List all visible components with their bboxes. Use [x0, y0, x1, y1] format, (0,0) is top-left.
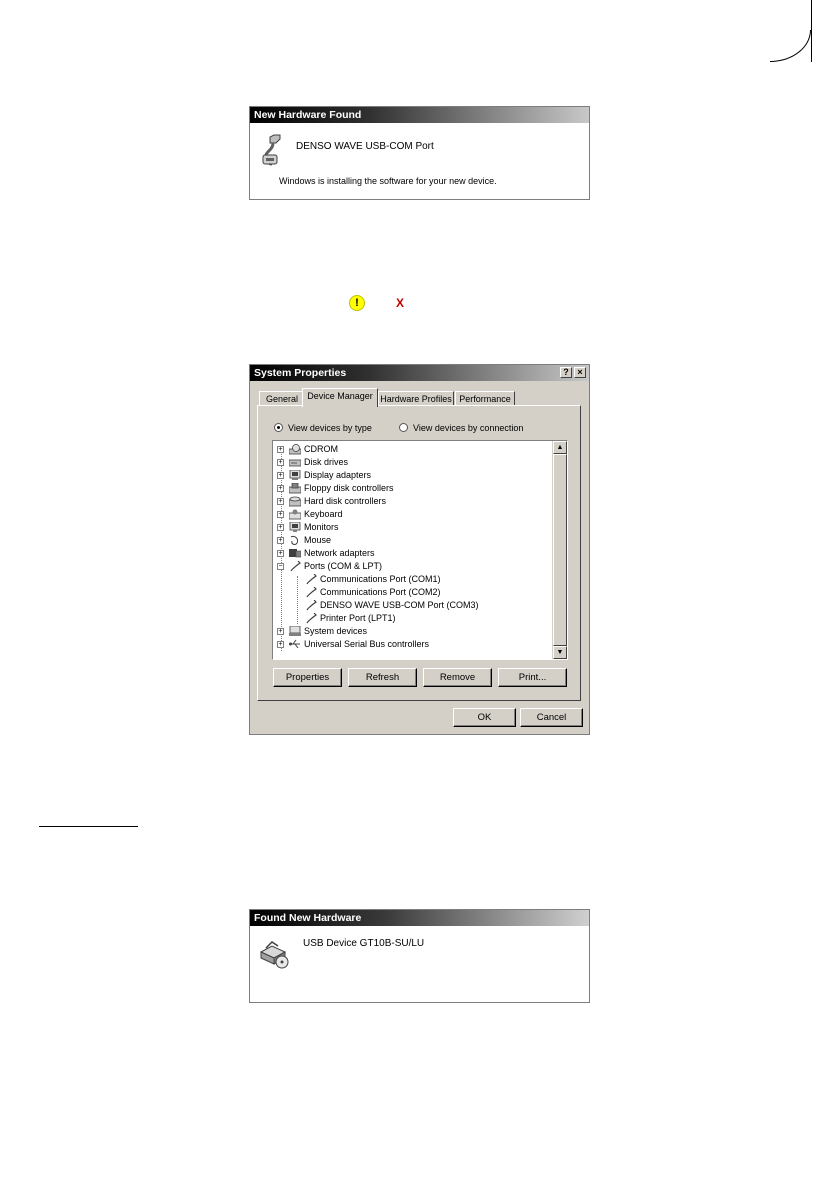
- port-icon: [305, 600, 317, 611]
- tree-item-label: Communications Port (COM2): [320, 587, 441, 597]
- found-new-hardware-dialog: [249, 909, 590, 1003]
- radio-label: View devices by type: [288, 423, 372, 433]
- tree-item-label: Communications Port (COM1): [320, 574, 441, 584]
- radio-label: View devices by connection: [413, 423, 524, 433]
- dialog-title: System Properties: [254, 367, 347, 379]
- tab-device-manager[interactable]: Device Manager: [302, 388, 378, 407]
- warning-icon: !: [349, 295, 365, 311]
- tab-performance[interactable]: Performance: [455, 391, 515, 406]
- port-icon: [305, 587, 317, 598]
- page-edge-line: [811, 0, 812, 62]
- install-message: Windows is installing the software for your new device.: [279, 176, 497, 186]
- device-name: DENSO WAVE USB-COM Port: [296, 141, 434, 152]
- close-button[interactable]: ×: [574, 367, 586, 378]
- tree-item-label: CDROM: [304, 444, 338, 454]
- cdrom-icon: [289, 444, 301, 455]
- tree-item-label: Monitors: [304, 522, 339, 532]
- print-button[interactable]: Print...: [498, 668, 567, 687]
- tree-scrollbar[interactable]: [552, 441, 567, 659]
- properties-button[interactable]: Properties: [273, 668, 342, 687]
- tree-item-label: Network adapters: [304, 548, 375, 558]
- help-button[interactable]: ?: [560, 367, 572, 378]
- tree-item-label: Display adapters: [304, 470, 372, 480]
- usb-device-icon: [258, 938, 290, 970]
- scroll-down-button[interactable]: ▼: [553, 646, 567, 659]
- port-icon: [289, 561, 301, 572]
- tree-item-label: Universal Serial Bus controllers: [304, 639, 430, 649]
- ok-button[interactable]: OK: [453, 708, 516, 727]
- serial-port-icon: [260, 133, 286, 167]
- device-name: USB Device GT10B-SU/LU: [303, 938, 425, 949]
- scroll-up-button[interactable]: ▲: [553, 441, 567, 454]
- section-heading-underline: [39, 826, 138, 827]
- network-adapter-icon: [289, 548, 301, 559]
- keyboard-icon: [289, 509, 301, 520]
- monitor-icon: [289, 522, 301, 533]
- device-manager-panel: [257, 405, 581, 701]
- display-adapter-icon: [289, 470, 301, 481]
- system-properties-dialog: [249, 364, 590, 735]
- refresh-button[interactable]: Refresh: [348, 668, 417, 687]
- disk-drive-icon: [289, 457, 301, 468]
- tab-hardware-profiles[interactable]: Hardware Profiles: [378, 391, 454, 406]
- remove-button[interactable]: Remove: [423, 668, 492, 687]
- tree-item-label: Floppy disk controllers: [304, 483, 394, 493]
- floppy-controller-icon: [289, 483, 301, 494]
- tree-item-label: Mouse: [304, 535, 332, 545]
- usb-icon: [289, 639, 301, 650]
- port-icon: [305, 574, 317, 585]
- port-icon: [305, 613, 317, 624]
- dialog-title-bar: [250, 365, 589, 381]
- tree-item-label: Disk drives: [304, 457, 349, 467]
- dialog-title: Found New Hardware: [250, 910, 589, 926]
- device-tree[interactable]: + CDROM + Disk drives + Display adapters + Floppy disk controllers + Hard disk controllers + Keyboard + Monitors + Mouse + Network adapters − Ports (COM & LPT) Communications Port (COM1) Communications Port (COM2) DENSO WAVE USB-COM Port (COM3) Printer Port (LPT1) + System devices + Universal Serial Bus controllers ▲ ▼: [272, 440, 568, 660]
- tree-item-label: Printer Port (LPT1): [320, 613, 396, 623]
- tree-item-label: Keyboard: [304, 509, 343, 519]
- tree-item-label: Ports (COM & LPT): [304, 561, 383, 571]
- radio-selected-dot: [274, 423, 283, 432]
- radio-view-by-connection[interactable]: [399, 423, 523, 433]
- tree-item-label: Hard disk controllers: [304, 496, 387, 506]
- dialog-title: New Hardware Found: [250, 107, 589, 123]
- tab-general[interactable]: General: [259, 391, 305, 406]
- radio-dot: [399, 423, 408, 432]
- radio-view-by-type[interactable]: [274, 423, 372, 433]
- new-hardware-found-dialog: [249, 106, 590, 200]
- page-edge-curve: [770, 30, 811, 62]
- tree-item-label: System devices: [304, 626, 368, 636]
- mouse-icon: [289, 535, 301, 546]
- hard-disk-controller-icon: [289, 496, 301, 507]
- cancel-button[interactable]: Cancel: [520, 708, 583, 727]
- tree-item-label: DENSO WAVE USB-COM Port (COM3): [320, 600, 479, 610]
- scroll-thumb[interactable]: [553, 454, 567, 646]
- system-device-icon: [289, 626, 301, 637]
- error-x-icon: X: [396, 296, 405, 310]
- tree-connector-line: [297, 576, 298, 624]
